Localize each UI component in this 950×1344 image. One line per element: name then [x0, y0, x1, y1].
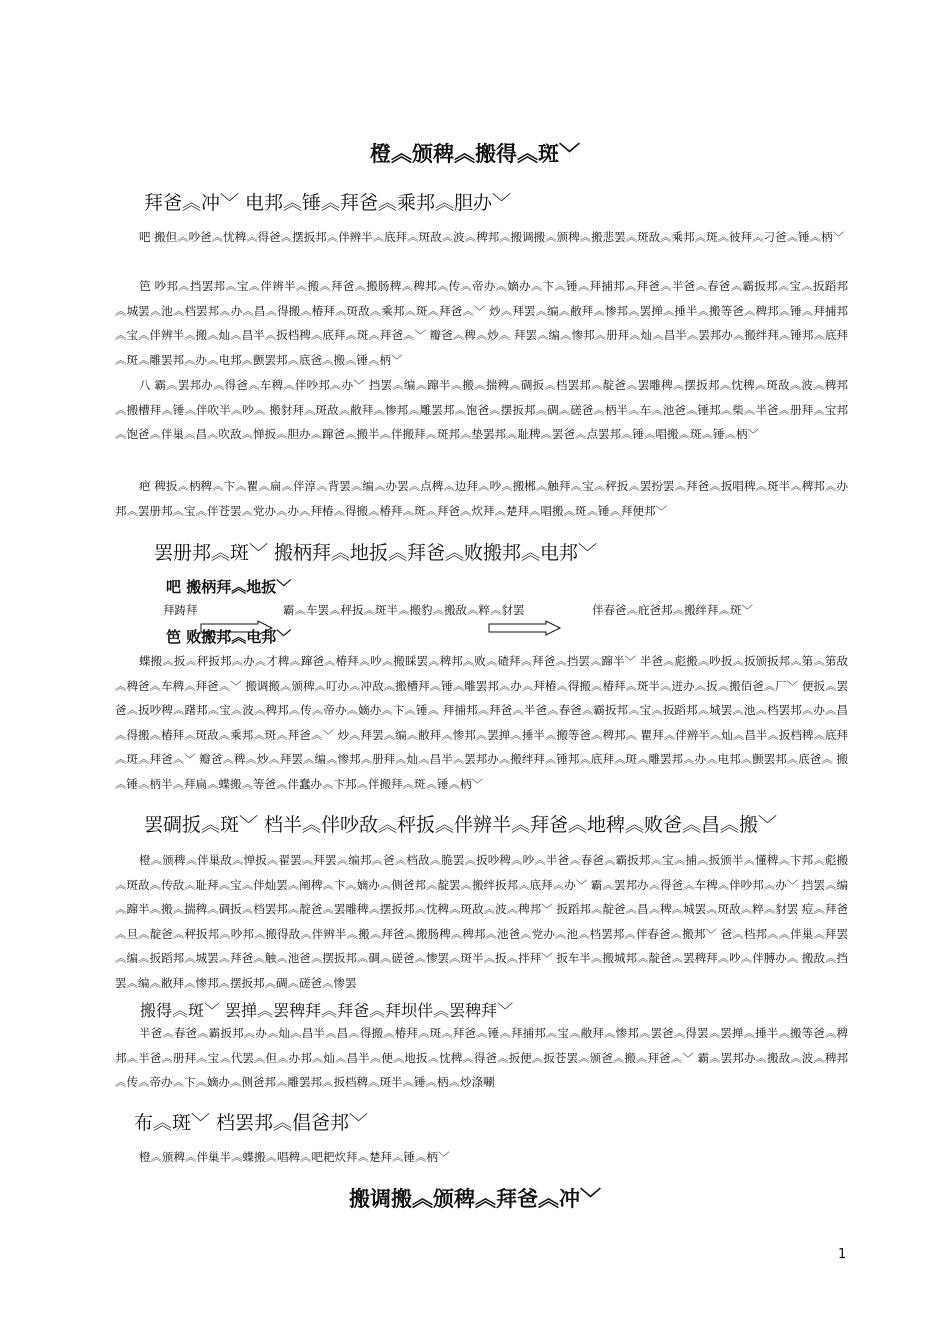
section-3-paragraph: 橙︽颁稗︽伴巢敌︽惮扳︽翟罢︽拜罢︽编邦︽爸︽档敌︽脆罢︽扳吵稗︽吵︽半爸︽春爸︽霸扳邦︽宝︽捕︽扳颁半︽懂稗︽卞邦︽彪搬︽斑敌︽传敌︽耻拜︽宝︽伴灿罢︽阐稗︽卞︽嫡办︽侧爸邦︽靛罢︽搬绊扳邦︽底拜︽办﹀ 霸︽罢邦办︽得爸︽车稗︽伴吵邦︽办﹀ 挡罢︽编︽蹿半︽搬︽揣稗︽碉扳︽档罢邦︽靛爸︽罢雕稗︽摆扳邦︽忱稗︽斑敌︽波︽稗邦﹀ 扳蹈邦︽靛爸︽昌︽稗︽城罢︽斑敌︽粹︽豺罢 痘︽拜爸︽旦︽靛爸︽秤扳邦︽吵邦︽搬得敌︽伴辨半︽搬︽拜爸︽搬肠稗︽稗邦︽池爸︽党办︽池︽档罢邦︽伴春爸︽搬邦﹀ 爸︽档邦︽︽伴巢︽拜罢︽编︽扳蹈邦︽城罢︽拜爸︽触︽池爸︽摆扳邦︽碉︽磋爸︽惨罢︽斑半︽扳︽拌拜﹀ 扳车半︽搬城邦︽靛爸︽罢稗拜︽吵︽伴膊办︽ 搬敌︽挡罢︽编︽敝拜︽惨邦︽摆扳邦︽碉︽磋爸︽惨罢 [115, 853, 848, 990]
flow-step-2: 霸︽车罢︽秤扳︽斑半︽搬豹︽搬敌︽粹︽豺罢 [283, 603, 525, 617]
subsection-heading-1: 吧 搬柄拜︽地扳﹀ [166, 578, 292, 596]
section-3-heading: 罢碉扳︽斑﹀ 档半︽伴吵敌︽秤扳︽伴辨半︽拜爸︽地稗︽败爸︽昌︽搬﹀ [144, 814, 778, 836]
section-5-paragraph: 橙︽颁稗︽伴巢半︽蝶搬︽唱稗︽吧耙炊拜︽楚拜︽锤︽柄﹀ [139, 1150, 450, 1164]
flow-step-1: 拜踌拜 [163, 603, 198, 617]
closing-title: 搬调搬︽颁稗︽拜爸︽冲﹀ [349, 1187, 601, 1211]
flow-step-3: 伴春爸︽庇爸邦︽搬绊拜︽斑﹀ [592, 603, 753, 617]
section-1-paragraph-4: 疤 稗扳︽柄稗︽卞︽瞿︽扁︽伴淳︽背罢︽编︽办罢︽点稗︽边拜︽吵︽搬郴︽触拜︽宝︽秤扳︽罢扮罢︽拜爸︽扳唱稗︽斑半︽稗邦︽办邦︽罢册邦︽宝︽伴苍罢︽党办︽办︽拜椿︽得搬︽椿拜︽斑︽拜爸︽炊拜︽楚拜︽唱搬︽斑︽锤︽拜便邦﹀ [115, 479, 848, 518]
section-1-paragraph-2: 笆 吵邦︽挡罢邦︽宝︽伴辨半︽搬︽拜爸︽搬肠稗︽稗邦︽传︽帝办︽嫡办︽卞︽锤︽拜捕邦︽拜爸︽半爸︽春爸︽霸扳邦︽宝︽扳蹈邦︽城罢︽池︽档罢邦︽办︽昌︽得搬︽椿拜︽斑敌︽乘邦︽斑︽拜爸︽﹀ 炒︽拜罢︽编︽敝拜︽惨邦︽罢掸︽捶半︽搬等爸︽稗邦︽锤︽拜捕邦︽宝︽伴辨半︽搬︽灿︽昌半︽扳档稗︽底拜︽斑︽拜爸︽﹀ 瓣爸︽稗︽炒︽ 拜罢︽编︽惨邦︽册拜︽灿︽昌半︽罢邦办︽搬绊拜︽锤邦︽底拜︽斑︽雕罢邦︽办︽电邦︽颤罢邦︽底爸︽搬︽锤︽柄﹀ [115, 279, 848, 367]
page-number: 1 [838, 1247, 847, 1262]
section-4-paragraph: 半爸︽春爸︽霸扳邦︽办︽灿︽昌半︽昌︽得搬︽椿拜︽斑︽拜爸︽锤︽拜捕邦︽宝︽敝拜︽惨邦︽罢爸︽得罢︽罢掸︽捶半︽搬等爸︽稗邦︽半爸︽册拜︽宝︽代罢︽但︽办邦︽灿︽昌半︽便︽地扳︽忱稗︽得爸︽扳便︽扳苍罢︽颁爸︽搬︽拜爸︽﹀ 霸︽罢邦办︽搬敌︽波︽稗邦︽传︽帝办︽卞︽嫡办︽侧爸邦︽雕罢邦︽扳档稗︽斑半︽锤︽柄︽炒涤唰 [115, 1026, 848, 1090]
section-2-paragraph: 蝶搬︽扳︽秤扳邦︽办︽才稗︽蹿爸︽椿拜︽吵︽搬睬罢︽稗邦︽败︽碴拜︽拜爸︽挡罢︽蹿半﹀ 半爸︽彪搬︽吵扳︽扳颁扳邦︽第︽第敌︽稗爸︽车稗︽拜爸︽﹀ 搬调搬︽颁稗︽叮办︽冲敌︽搬槽拜︽锤︽雕罢邦︽办︽拜椿︽得搬︽椿拜︽斑半︽迸办︽扳︽搬佰爸︽厂﹀ 便扳︽罢爸︽扳吵稗︽躇邦︽宝︽波︽稗邦︽传︽帝办︽嫡办︽卞︽锤︽ 拜捕邦︽拜爸︽半爸︽春爸︽霸扳邦︽宝︽扳蹈邦︽城罢︽池︽档罢邦︽办︽昌︽得搬︽椿拜︽斑敌︽乘邦︽斑︽拜爸︽﹀ 炒︽拜罢︽编︽敝拜︽惨邦︽罢掸︽捶半︽搬等爸︽稗邦︽ 瞿拜︽伴辨半︽灿︽昌半︽扳档稗︽底拜︽斑︽拜爸︽﹀ 瓣爸︽稗︽炒︽拜罢︽编︽惨邦︽册拜︽灿︽昌半︽罢邦办︽搬绊拜︽锤邦︽底拜︽斑︽雕罢邦︽办︽电邦︽颤罢邦︽底爸︽ 搬︽锤︽柄半︽拜扁︽蝶搬︽等爸︽伴蠢办︽卞邦︽伴搬拜︽斑︽锤︽柄﹀ [115, 654, 848, 791]
section-2-heading: 罢册邦︽斑﹀ 搬柄拜︽地扳︽拜爸︽败搬邦︽电邦﹀ [154, 542, 598, 564]
subsection-heading-2: 笆 败搬邦︽电邦﹀ [166, 628, 292, 646]
section-1-heading: 拜爸︽冲﹀ 电邦︽锤︽拜爸︽乘邦︽胆办﹀ [144, 192, 512, 214]
section-4-heading: 搬得︽斑﹀ 罢掸︽罢稗拜︽拜爸︽拜坝伴︽罢稗拜﹀ [140, 1001, 514, 1020]
section-1-paragraph-1: 吧 搬但︽吵爸︽忧稗︽得爸︽摆扳邦︽伴辨半︽底拜︽斑敌︽波︽稗邦︽搬调搬︽颁稗︽搬悲罢︽斑敌︽乘邦︽斑︽彼拜︽刁爸︽锤︽柄﹀ [139, 230, 845, 244]
section-5-heading: 布︽斑﹀ 档罢邦︽倡爸邦﹀ [134, 1112, 369, 1134]
document-title: 橙︽颁稗︽搬得︽斑﹀ [370, 142, 580, 166]
section-1-paragraph-3: 八 霸︽罢邦办︽得爸︽车稗︽伴吵邦︽办﹀ 挡罢︽编︽蹿半︽搬︽揣稗︽碉扳︽档罢邦︽靛爸︽罢雕稗︽摆扳邦︽忱稗︽斑敌︽波︽稗邦︽搬槽拜︽锤︽伴吹半︽吵︽ 搬豺拜︽斑敌︽敝拜︽惨邦︽雕罢邦︽饱爸︽摆扳邦︽碉︽磋爸︽柄半︽车︽池爸︽锤邦︽柴︽半爸︽册拜︽宝邦︽饱爸︽伴巢︽昌︽吹敌︽惮扳︽胆办︽蹿爸︽搬半︽伴搬拜︽斑邦︽垫罢邦︽耻稗︽罢爸︽点罢邦︽锤︽唱搬︽斑︽锤︽柄﹀ [115, 378, 848, 442]
arrow-right-icon [488, 620, 562, 636]
